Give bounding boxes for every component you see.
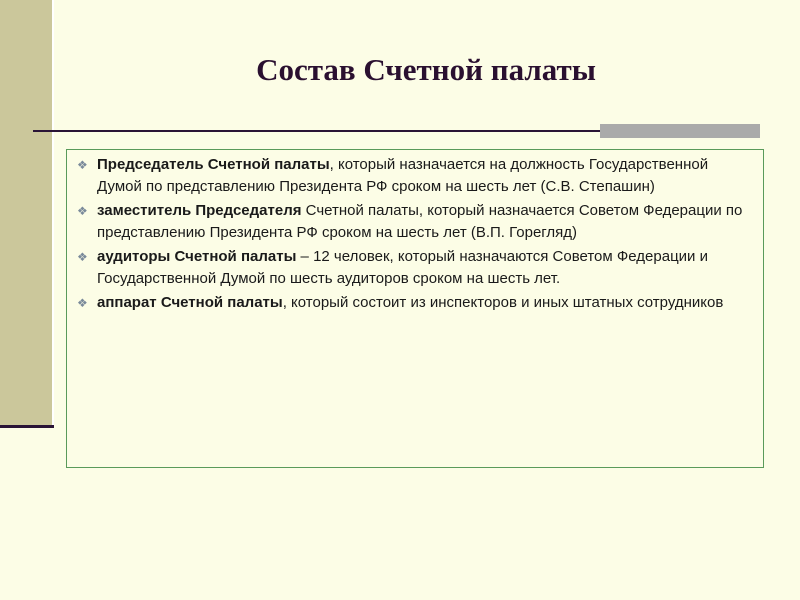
diamond-bullet-icon: ❖ (77, 250, 88, 264)
content-box (66, 149, 764, 468)
list-item (77, 154, 751, 198)
list-item-bold: аппарат Счетной палаты (97, 294, 283, 311)
list-item-bold: аудиторы Счетной палаты (97, 248, 297, 265)
list-item-text: – 12 человек, который назначаются Советом Федерации и Государственной Думой по шесть аудиторов сроком на шесть лет. (97, 248, 708, 287)
list-item-text: Счетной палаты, который назначается Советом Федерации по представлению Президента РФ сроком на шесть лет (В.П. Горегляд) (97, 202, 743, 241)
title-divider-accent (600, 124, 760, 138)
diamond-bullet-icon: ❖ (77, 158, 88, 172)
diamond-bullet-icon: ❖ (77, 296, 88, 310)
diamond-bullet-icon: ❖ (77, 204, 88, 218)
list-item-bold: заместитель Председателя (97, 202, 302, 219)
list-item-text: , который состоит из инспекторов и иных штатных сотрудников (282, 294, 724, 311)
list-item (77, 200, 751, 244)
left-decor-bar (0, 0, 54, 428)
slide-title: Состав Счетной палаты (256, 52, 596, 87)
bullet-list (77, 154, 751, 314)
list-item (77, 246, 751, 290)
list-item-text: , который назначается на должность Государственной Думой по представлению Президента РФ сроком на шесть лет (С.В. Степашин) (97, 156, 709, 195)
list-item-bold: Председатель Счетной палаты (97, 156, 330, 173)
list-item (77, 292, 751, 314)
left-decor-underline (0, 425, 54, 428)
